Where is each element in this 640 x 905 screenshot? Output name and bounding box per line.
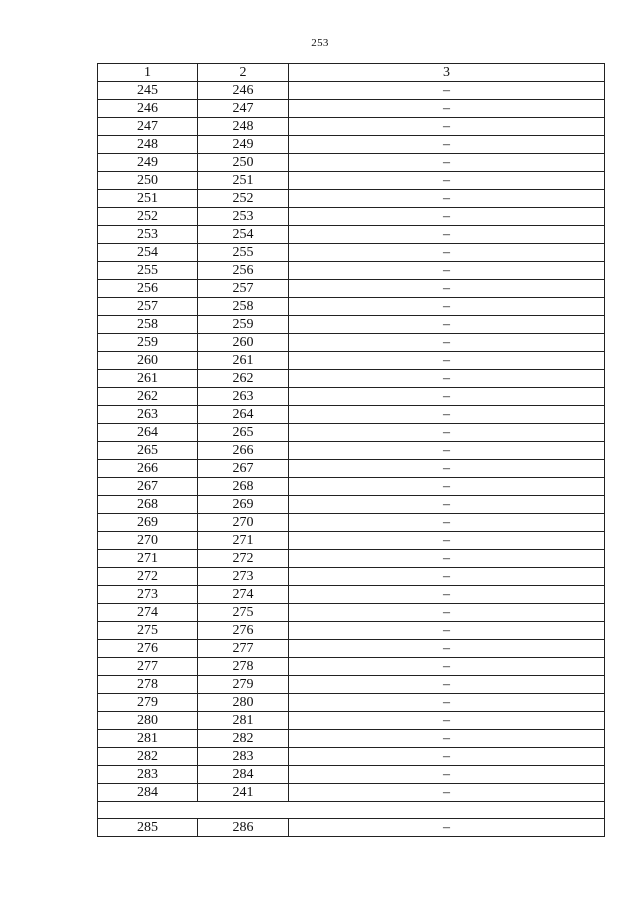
- table-cell-col-3: –: [289, 748, 605, 766]
- table-cell-col-2: 255: [198, 244, 289, 262]
- table-cell-col-2: 268: [198, 478, 289, 496]
- table-cell-col-1: 269: [98, 514, 198, 532]
- table-cell-col-2: 270: [198, 514, 289, 532]
- table-cell-col-3: –: [289, 586, 605, 604]
- table-row: [98, 442, 605, 460]
- table-cell-col-3: –: [289, 226, 605, 244]
- table-row: [98, 478, 605, 496]
- table-row: [98, 208, 605, 226]
- table-cell-col-1: 256: [98, 280, 198, 298]
- table-cell-col-2: 263: [198, 388, 289, 406]
- table-row: [98, 694, 605, 712]
- table-row: [98, 226, 605, 244]
- table-cell-col-3: –: [289, 262, 605, 280]
- table-cell-col-1: 251: [98, 190, 198, 208]
- table-cell-col-1: 272: [98, 568, 198, 586]
- table-cell-col-1: 245: [98, 82, 198, 100]
- table-cell-col-3: –: [289, 244, 605, 262]
- table-body: [98, 64, 605, 837]
- column-header-2: 2: [198, 64, 289, 82]
- table-cell-col-2: 260: [198, 334, 289, 352]
- table-row: [98, 766, 605, 784]
- table-cell-col-1: 282: [98, 748, 198, 766]
- table-cell-col-1: 264: [98, 424, 198, 442]
- table-row: [98, 406, 605, 424]
- table-row: [98, 460, 605, 478]
- table-cell-col-2: 277: [198, 640, 289, 658]
- table-cell-col-1: 262: [98, 388, 198, 406]
- table-cell-col-2: 274: [198, 586, 289, 604]
- table-cell-col-3: –: [289, 694, 605, 712]
- table-cell-col-3: –: [289, 136, 605, 154]
- table-cell-col-3: –: [289, 190, 605, 208]
- table-cell-col-1: 246: [98, 100, 198, 118]
- table-cell-col-1: 267: [98, 478, 198, 496]
- table-cell-col-2: 275: [198, 604, 289, 622]
- table-cell-col-1: 260: [98, 352, 198, 370]
- table-cell-col-2: 258: [198, 298, 289, 316]
- table-cell-col-2: 271: [198, 532, 289, 550]
- table-row: [98, 640, 605, 658]
- table-row: [98, 604, 605, 622]
- table-cell-col-2: 264: [198, 406, 289, 424]
- table-cell-col-2: 262: [198, 370, 289, 388]
- table-cell-col-1: 277: [98, 658, 198, 676]
- table-cell-col-3: –: [289, 712, 605, 730]
- table-cell-col-2: 282: [198, 730, 289, 748]
- table-cell-col-1: 273: [98, 586, 198, 604]
- table-cell-col-3: –: [289, 172, 605, 190]
- table-cell-col-3: –: [289, 316, 605, 334]
- table-row: [98, 118, 605, 136]
- table-cell-col-2: 286: [198, 819, 289, 837]
- table-row: [98, 352, 605, 370]
- table-cell-col-2: 278: [198, 658, 289, 676]
- table-row: [98, 424, 605, 442]
- table-cell-col-3: –: [289, 604, 605, 622]
- table-cell-col-3: –: [289, 280, 605, 298]
- table-cell-col-3: –: [289, 514, 605, 532]
- table-cell-col-2: 257: [198, 280, 289, 298]
- table-cell-col-1: 261: [98, 370, 198, 388]
- table-gap-cell: [98, 802, 605, 819]
- table-row: [98, 496, 605, 514]
- table-row: [98, 748, 605, 766]
- table-row: [98, 658, 605, 676]
- table-cell-col-1: 255: [98, 262, 198, 280]
- table-cell-col-1: 285: [98, 819, 198, 837]
- table-cell-col-3: –: [289, 388, 605, 406]
- table-cell-col-2: 249: [198, 136, 289, 154]
- table-row: [98, 550, 605, 568]
- table-cell-col-1: 257: [98, 298, 198, 316]
- table-cell-col-3: –: [289, 819, 605, 837]
- table-row: [98, 244, 605, 262]
- table-cell-col-1: 275: [98, 622, 198, 640]
- table-cell-col-1: 270: [98, 532, 198, 550]
- table-row: [98, 172, 605, 190]
- table-cell-col-3: –: [289, 730, 605, 748]
- table-cell-col-3: –: [289, 154, 605, 172]
- column-header-1: 1: [98, 64, 198, 82]
- table-row: [98, 82, 605, 100]
- table-cell-col-2: 251: [198, 172, 289, 190]
- table-cell-col-3: –: [289, 532, 605, 550]
- table-cell-col-1: 249: [98, 154, 198, 172]
- table-cell-col-1: 284: [98, 784, 198, 802]
- table-cell-col-3: –: [289, 658, 605, 676]
- table-cell-col-1: 250: [98, 172, 198, 190]
- table-cell-col-1: 259: [98, 334, 198, 352]
- table-cell-col-2: 261: [198, 352, 289, 370]
- table-cell-col-2: 246: [198, 82, 289, 100]
- table-cell-col-3: –: [289, 784, 605, 802]
- table-cell-col-3: –: [289, 118, 605, 136]
- table-cell-col-1: 276: [98, 640, 198, 658]
- table-row: [98, 334, 605, 352]
- table-cell-col-1: 274: [98, 604, 198, 622]
- table-cell-col-3: –: [289, 208, 605, 226]
- table-cell-col-1: 254: [98, 244, 198, 262]
- table-cell-col-2: 267: [198, 460, 289, 478]
- table-gap-row: [98, 802, 605, 819]
- table-cell-col-2: 284: [198, 766, 289, 784]
- table-cell-col-3: –: [289, 424, 605, 442]
- table-cell-col-1: 247: [98, 118, 198, 136]
- table-cell-col-3: –: [289, 460, 605, 478]
- table-row: [98, 316, 605, 334]
- table-cell-col-2: 247: [198, 100, 289, 118]
- table-row: [98, 784, 605, 802]
- table-cell-col-2: 241: [198, 784, 289, 802]
- table-cell-col-2: 266: [198, 442, 289, 460]
- table-cell-col-3: –: [289, 334, 605, 352]
- table-row: [98, 712, 605, 730]
- table-cell-col-1: 252: [98, 208, 198, 226]
- table-cell-col-1: 271: [98, 550, 198, 568]
- table-cell-col-1: 283: [98, 766, 198, 784]
- table-row: [98, 136, 605, 154]
- table-cell-col-2: 283: [198, 748, 289, 766]
- table-cell-col-1: 258: [98, 316, 198, 334]
- table-cell-col-3: –: [289, 766, 605, 784]
- table-row: [98, 514, 605, 532]
- column-header-3: 3: [289, 64, 605, 82]
- table-row: [98, 154, 605, 172]
- table-row: [98, 676, 605, 694]
- table-cell-col-1: 280: [98, 712, 198, 730]
- table-cell-col-2: 269: [198, 496, 289, 514]
- table-cell-col-3: –: [289, 640, 605, 658]
- table-cell-col-1: 268: [98, 496, 198, 514]
- table-cell-col-3: –: [289, 352, 605, 370]
- table-cell-col-2: 276: [198, 622, 289, 640]
- table-row: [98, 730, 605, 748]
- table-cell-col-3: –: [289, 406, 605, 424]
- table-cell-col-2: 281: [198, 712, 289, 730]
- table-row: [98, 370, 605, 388]
- table-cell-col-3: –: [289, 550, 605, 568]
- table-cell-col-3: –: [289, 676, 605, 694]
- table-row: [98, 280, 605, 298]
- table-cell-col-3: –: [289, 496, 605, 514]
- table-cell-col-3: –: [289, 100, 605, 118]
- table-cell-col-3: –: [289, 370, 605, 388]
- table-row: [98, 100, 605, 118]
- table-cell-col-1: 265: [98, 442, 198, 460]
- table-row: [98, 622, 605, 640]
- table-row: [98, 568, 605, 586]
- table-cell-col-3: –: [289, 442, 605, 460]
- table-row: [98, 262, 605, 280]
- table-row: [98, 298, 605, 316]
- table-cell-col-2: 253: [198, 208, 289, 226]
- table-row: [98, 819, 605, 837]
- table-row: [98, 190, 605, 208]
- table-row: [98, 532, 605, 550]
- table-cell-col-2: 248: [198, 118, 289, 136]
- table-cell-col-1: 253: [98, 226, 198, 244]
- table-cell-col-1: 266: [98, 460, 198, 478]
- table-cell-col-1: 248: [98, 136, 198, 154]
- table-cell-col-1: 279: [98, 694, 198, 712]
- table-cell-col-2: 259: [198, 316, 289, 334]
- table-cell-col-2: 250: [198, 154, 289, 172]
- table-cell-col-1: 263: [98, 406, 198, 424]
- table-cell-col-3: –: [289, 298, 605, 316]
- table-cell-col-2: 256: [198, 262, 289, 280]
- table-cell-col-3: –: [289, 622, 605, 640]
- table-cell-col-3: –: [289, 82, 605, 100]
- table-cell-col-2: 272: [198, 550, 289, 568]
- table-cell-col-2: 265: [198, 424, 289, 442]
- table-cell-col-2: 254: [198, 226, 289, 244]
- table-header-row: [98, 64, 605, 82]
- table-cell-col-1: 278: [98, 676, 198, 694]
- data-table: [97, 63, 605, 837]
- table-cell-col-3: –: [289, 568, 605, 586]
- table-cell-col-2: 252: [198, 190, 289, 208]
- table-cell-col-1: 281: [98, 730, 198, 748]
- table-cell-col-3: –: [289, 478, 605, 496]
- table-cell-col-2: 279: [198, 676, 289, 694]
- table-row: [98, 586, 605, 604]
- page-number: 253: [311, 37, 329, 49]
- table-row: [98, 388, 605, 406]
- table-cell-col-2: 273: [198, 568, 289, 586]
- table-cell-col-2: 280: [198, 694, 289, 712]
